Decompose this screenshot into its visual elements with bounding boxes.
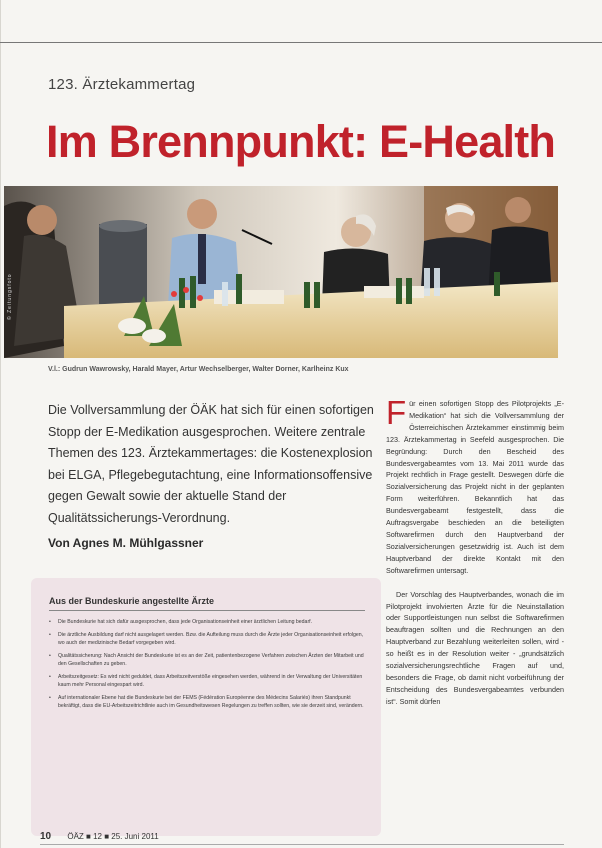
page-footer [40,831,159,842]
infobox-item: • Qualitätssicherung: Nach Ansicht der Bundeskurie ist es an der Zeit, patientenbezogene Verfahren zwischen Ärzten der Mitarbeit und den Gesellschaften zu geben. [49,652,369,668]
footer-rule [40,844,564,845]
body-paragraph: Der Vorschlag des Hauptverbandes, wonach die im Pilotprojekt involvierten Ärzte für die Neuinstallation oder Supportleistungen nun selbst die Softwarefirmen beauftragen sollten und die Rechnungen an den Hauptverband zur Bezahlung weiterleiten sollen, wird - so heißt es in der Resolution weiter - „grundsätzlich sozialversicherungsrechtliche Fragen auf und, besonders die Frage, ob damit nicht vorbeiführung der Entscheidung des Bundesvergabeamtes verbunden ist“. Somit dürfen [386,589,564,706]
dropcap: F [386,394,407,431]
infobox-item: • Auf internationaler Ebene hat die Bundeskurie bei der FEMS (Fédération Européenne des Médecins Salariés) ihren Standpunkt bekräftigt, dass die EU-Arbeitszeitrichtlinie auch im Gesundheitswesen Regelungen zu treffen sollten, wie sie derzeit sind, verändern. [49,694,369,710]
infobox [31,578,381,836]
photo-caption: V.l.: Gudrun Wawrowsky, Harald Mayer, Artur Wechselberger, Walter Dorner, Karlheinz Kux [48,366,349,373]
conference-photo [4,186,558,358]
body-column [386,394,564,708]
article-headline: Im Brennpunkt: E-Health [46,116,556,167]
top-rule [0,42,602,43]
article-lead [48,400,374,555]
infobox-item: • Arbeitszeitgesetz: Es wird nicht geduldet, dass Arbeitszeitverstöße eingesehen werden, während in der Verwaltung der Universitäten kaum mehr Personal eingespart wird. [49,673,369,689]
infobox-title: Aus der Bundeskurie angestellte Ärzte [49,596,215,606]
author-byline: Von Agnes M. Mühlgassner [48,536,204,550]
photo-credit: © Zeitungsfoto [7,273,13,320]
body-paragraph [386,394,564,577]
lead-text: Die Vollversammlung der ÖÄK hat sich für einen sofortigen Stopp der E-Medikation ausgesprochen. Weitere zentrale Themen des 123. Ärztekammertages: die Kostenexplosion bei ELGA, Pflegebegutachtung, eine Informationsoffensive gegen Gewalt sowie der aktuelle Stand der Qualitätssicherungs-Verordnung. [48,403,374,525]
infobox-item: • Die Bundeskurie hat sich dafür ausgesprochen, dass jede Organisationseinheit einer ärztlichen Leitung bedarf. [49,618,369,626]
infobox-divider [49,610,365,611]
body-paragraph-text: ür einen sofortigen Stopp des Pilotprojekts „E-Medikation“ hat sich die Vollversammlung der Österreichischen Ärztekammer einstimmig beim 123. Ärztekammertag in Seefeld ausgesprochen. Die Begründung: Durch den Bescheid des Bundesvergabeamtes vom 13. Mai 2011 wurde das Projekt rechtlich in Frage gestellt. Deswegen dürfe die Sozialversicherung das Projekt nicht in der geplanten Form weiterführen. Bekanntlich hat das Bundesvergabeamt festgestellt, dass die Auftragsvergabe beschieden an die beteiligten Softwarefirmen durch den Hauptverband der Sozialversicherungen gesetzwidrig ist. Auch ist dem Hauptverband der direkte Kontakt mit den Softwarefirmen untersagt. [386,399,564,575]
page-number: 10 [40,831,52,842]
section-kicker: 123. Ärztekammertag [48,76,196,93]
infobox-list [49,618,369,715]
infobox-item: • Die ärztliche Ausbildung darf nicht ausgelagert werden. Bzw. die Aufteilung muss durch die Ärzte jeder Organisationseinheit erfolgen, wo auch der medizinische Bedarf vorgegeben wird. [49,631,369,647]
issue-info: ÖÄZ ■ 12 ■ 25. Juni 2011 [67,832,159,841]
